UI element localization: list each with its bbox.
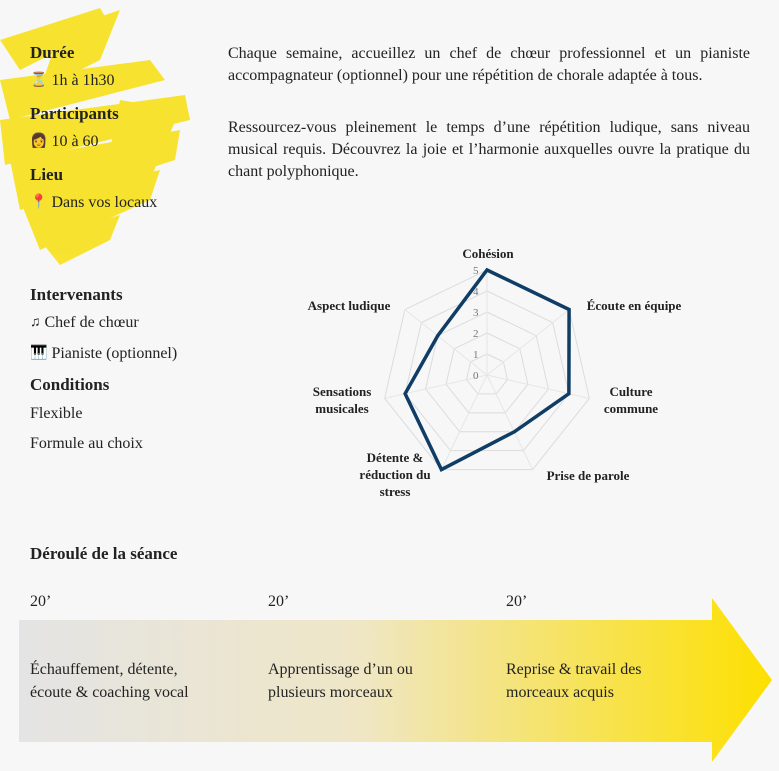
radar-axis-label: Écoute en équipe: [586, 298, 682, 313]
radar-tick-label: 4: [473, 286, 479, 298]
session-title: Déroulé de la séance: [30, 544, 178, 563]
intro-paragraph: Ressourcez-vous pleinement le temps d’une répétition ludique, sans niveau musical requis. Découvrez la joie et l’harmonie auxquelles ouvre la pratique du chant polyphonique.: [228, 119, 750, 180]
condition-item: Formule au choix: [30, 435, 143, 452]
speaker-choir: ♫ Chef de chœur: [30, 314, 139, 331]
step-description: Échauffement, détente, écoute & coaching vocal: [30, 661, 189, 701]
radar-axis-label: Détente & réduction du stress: [359, 450, 431, 499]
radar-tick-label: 2: [473, 328, 479, 340]
condition-item: Flexible: [30, 405, 83, 422]
radar-tick-label: 0: [473, 370, 479, 382]
radar-axis-label: Cohésion: [462, 246, 514, 261]
radar-tick-label: 3: [473, 307, 479, 319]
speaker-pianist: 🎹 Pianiste (optionnel): [30, 345, 178, 362]
radar-axis-label: Aspect ludique: [307, 298, 391, 313]
participants-label: Participants: [30, 104, 119, 123]
duration-value: ⏳ 1h à 1h30: [30, 72, 115, 89]
step-description: Apprentissage d’un ou plusieurs morceaux: [268, 661, 413, 701]
duration-label: Durée: [30, 43, 75, 62]
location-value: 📍 Dans vos locaux: [30, 194, 158, 211]
pin-icon: 📍: [30, 195, 48, 210]
radar-axis-label: Sensations musicales: [312, 384, 372, 416]
conditions-label: Conditions: [30, 375, 110, 394]
radar-tick-label: 5: [473, 265, 479, 277]
person-icon: 👩: [30, 134, 48, 149]
speakers-label: Intervenants: [30, 285, 123, 304]
radar-axis-label: Culture commune: [603, 384, 659, 416]
step-duration: 20’: [506, 593, 528, 610]
step-duration: 20’: [268, 593, 290, 610]
participants-value: 👩 10 à 60: [30, 133, 99, 150]
intro-paragraph: Chaque semaine, accueillez un chef de chœur professionnel et un pianiste accompagnateur (optionnel) pour une répétition de chorale adaptée à tous.: [228, 45, 750, 84]
location-label: Lieu: [30, 165, 64, 184]
hourglass-icon: ⏳: [30, 73, 48, 88]
radar-tick-label: 1: [473, 349, 479, 361]
music-notes-icon: ♫: [30, 315, 41, 330]
radar-axis-label: Prise de parole: [546, 468, 630, 483]
step-duration: 20’: [30, 593, 52, 610]
piano-icon: 🎹: [30, 346, 48, 361]
step-description: Reprise & travail des morceaux acquis: [506, 661, 642, 701]
